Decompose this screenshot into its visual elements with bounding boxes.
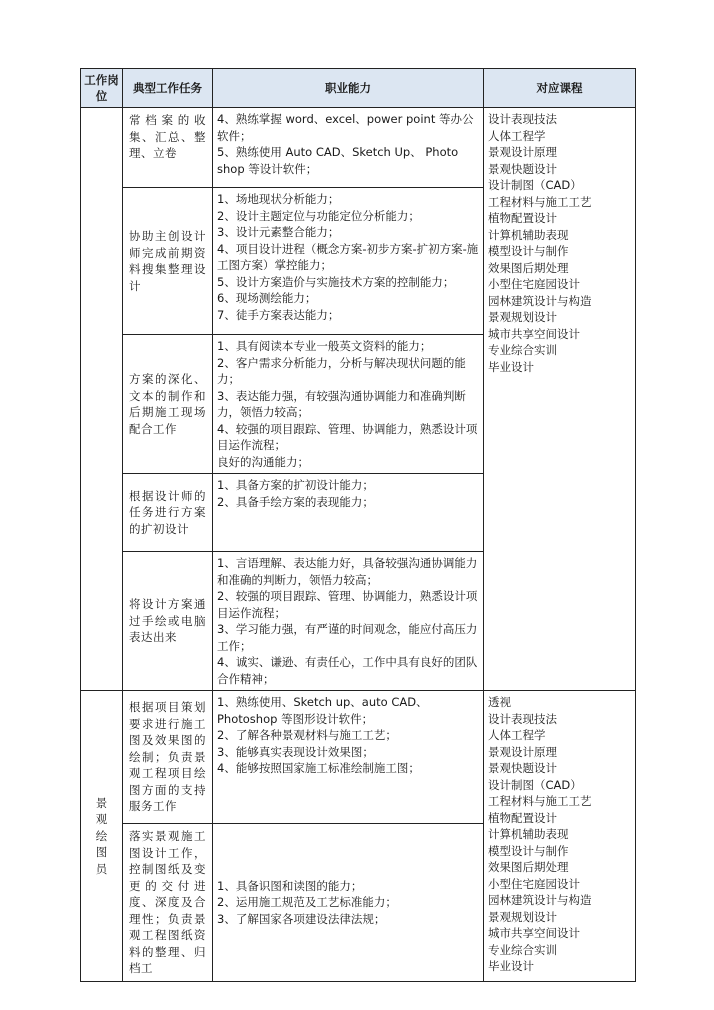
course-item: 人体工程学 [488,128,546,143]
course-item: 设计表现技法 [488,112,557,126]
course-item: 设计制图（CAD） [488,777,582,792]
course-item: 景观设计原理 [488,145,557,159]
course-item: 设计制图（CAD） [488,178,582,192]
ability-item: 1、熟练使用、Sketch up、auto CAD、Photoshop 等图形设计软件； [217,695,428,726]
course-item: 设计表现技法 [488,711,557,726]
course-item: 专业综合实训 [488,343,557,357]
course-item: 景观快题设计 [488,161,557,176]
task-cell: 将设计方案通过手绘或电脑表达出来 [123,552,213,691]
task-cell: 根据设计师的任务进行方案的扩初设计 [123,474,213,552]
ability-cell [213,824,484,982]
course-item: 效果图后期处理 [488,860,569,874]
ability-item: 良好的沟通能力； [217,454,309,469]
ability-cell [213,335,484,474]
ability-cell [213,108,484,188]
ability-item: 3、能够真实表现设计效果图； [217,744,374,759]
course-item: 人体工程学 [488,728,546,742]
course-item: 模型设计与制作 [488,244,569,258]
header-course: 对应课程 [484,69,636,108]
ability-item: 2、了解各种景观材料与施工工艺； [217,728,397,742]
ability-cell [213,552,484,691]
ability-item: 5、熟练使用 Auto CAD、Sketch Up、 Photo shop 等设计软件； [217,145,459,176]
post-cell: 景观绘图员 [81,691,123,982]
task-cell: 方案的深化、文本的制作和后期施工现场配合工作 [123,335,213,474]
course-item: 透视 [488,695,511,709]
ability-item: 2、设计主题定位与功能定位分析能力； [217,208,420,223]
header-ability: 职业能力 [213,69,484,108]
ability-item: 4、熟练掌握 word、excel、power point 等办公软件； [217,112,474,143]
course-item: 工程材料与施工工艺 [488,194,592,209]
course-item: 景观规划设计 [488,909,557,924]
course-item: 毕业设计 [488,959,534,973]
table-row [81,108,636,188]
ability-item: 1、具备方案的扩初设计能力； [217,478,374,492]
table-header-row [81,69,636,108]
task-cell: 落实景观施工图设计工作，控制图纸及变更的交付进度、深度及合理性；负责景观工程图纸资料的整理、归档工 [123,824,213,982]
course-item: 园林建筑设计与构造 [488,893,592,907]
ability-item: 1、言语理解、表达能力好，具备较强沟通协调能力和准确的判断力，领悟力较高； [217,556,478,587]
course-item: 计算机辅助表现 [488,227,569,242]
ability-item: 3、学习能力强，有严谨的时间观念，能应付高压力工作； [217,622,478,653]
ability-item: 1、具有阅读本专业一般英文资料的能力； [217,339,432,353]
ability-item: 5、设计方案造价与实施技术方案的控制能力； [217,274,455,289]
course-cell [484,691,636,982]
ability-item: 3、了解国家各项建设法律法规； [217,911,386,926]
ability-item: 4、能够按照国家施工标准绘制施工图； [217,761,420,775]
course-item: 计算机辅助表现 [488,827,569,841]
post-cell [81,108,123,691]
course-item: 专业综合实训 [488,942,557,957]
course-item: 园林建筑设计与构造 [488,293,592,308]
ability-item: 4、诚实、谦逊、有责任心，工作中具有良好的团队合作精神； [217,655,478,686]
ability-cell [213,474,484,552]
course-item: 小型住宅庭园设计 [488,277,580,291]
course-item: 景观规划设计 [488,310,557,324]
ability-item: 6、现场测绘能力； [217,291,317,305]
course-item: 城市共享空间设计 [488,326,580,341]
ability-cell [213,691,484,824]
task-cell: 协助主创设计师完成前期资料搜集整理设计 [123,188,213,335]
ability-cell [213,188,484,335]
job-ability-table [80,68,636,982]
course-item: 小型住宅庭园设计 [488,876,580,891]
ability-item: 1、场地现状分析能力； [217,192,340,206]
course-cell [484,108,636,691]
course-item: 工程材料与施工工艺 [488,794,592,808]
table-row [81,691,636,824]
course-item: 效果图后期处理 [488,260,569,275]
ability-item: 2、客户需求分析能力，分析与解决现状问题的能力； [217,355,466,386]
ability-item: 7、徒手方案表达能力； [217,307,340,322]
ability-item: 3、设计元素整合能力； [217,225,340,239]
ability-item: 4、项目设计进程（概念方案-初步方案-扩初方案-施工图方案）掌控能力； [217,241,479,272]
course-item: 模型设计与制作 [488,843,569,858]
task-cell: 常档案的收集、汇总、整理、立卷 [123,108,213,188]
course-item: 景观快题设计 [488,761,557,775]
ability-item: 4、较强的项目跟踪、管理、协调能力，熟悉设计项目运作流程； [217,421,478,452]
task-cell: 根据项目策划要求进行施工图及效果图的绘制；负责景观工程项目绘图方面的支持服务工作 [123,691,213,824]
ability-item: 2、具备手绘方案的表现能力； [217,494,374,509]
ability-item: 3、表达能力强，有较强沟通协调能力和准确判断力，领悟力较高； [217,388,466,419]
ability-item: 1、具备识图和读图的能力； [217,878,363,893]
course-item: 景观设计原理 [488,744,557,759]
header-post: 工作岗位 [81,69,123,108]
course-item: 植物配置设计 [488,211,557,225]
header-task: 典型工作任务 [123,69,213,108]
course-item: 毕业设计 [488,359,534,374]
course-item: 植物配置设计 [488,810,557,825]
course-item: 城市共享空间设计 [488,926,580,940]
ability-item: 2、较强的项目跟踪、管理、协调能力，熟悉设计项目运作流程； [217,589,478,620]
ability-item: 2、运用施工规范及工艺标准能力； [217,895,397,909]
